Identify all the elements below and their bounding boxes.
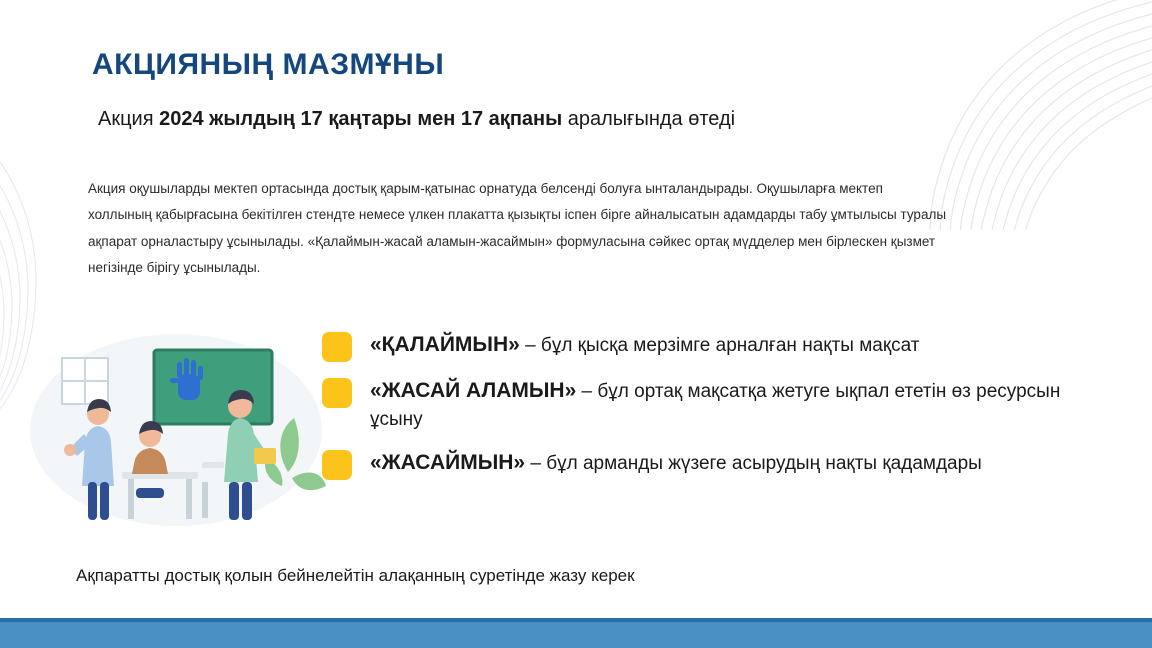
- footer-note: Ақпаратты достық қолын бейнелейтін алақанның суретінде жазу керек: [76, 566, 635, 585]
- bullet-square-icon: [322, 450, 352, 480]
- bullet-lead: «ЖАСАЙМЫН»: [370, 450, 526, 474]
- page-title: АКЦИЯНЫҢ МАЗМҰНЫ: [92, 48, 445, 81]
- subtitle-date-range: 2024 жылдың 17 қаңтары мен 17 ақпаны: [159, 108, 563, 130]
- subtitle-suffix: аралығында өтеді: [562, 108, 736, 130]
- list-item: [322, 448, 1082, 480]
- bullet-lead: «ЖАСАЙ АЛАМЫН»: [370, 379, 577, 402]
- bullet-text: [370, 448, 982, 478]
- classroom-illustration: [26, 322, 326, 532]
- list-item: [322, 330, 1082, 362]
- body-paragraph: Акция оқушыларды мектеп ортасында достық қарым-қатынас орнатуда белсенді болуға ынталандырады. Оқушыларға мектеп холлының қабырғасына бекітілген стендте немесе үлкен плакатта қызықты іспен бірге айналысатын адамдарды табу ұмтылысы туралы ақпарат орналастыру ұсынылады. «Қалаймын-жасай аламын-жасаймын» формуласына сәйкес ортақ мүдделер мен бірлескен қызмет негізінде бірігу ұсынылады.: [88, 181, 947, 275]
- bullet-text: [370, 330, 920, 360]
- subtitle: [98, 108, 735, 131]
- bottom-bar: [0, 622, 1152, 648]
- bullet-square-icon: [322, 332, 352, 362]
- bullet-list: [322, 330, 1082, 494]
- bullet-text: [370, 376, 1082, 434]
- bullet-square-icon: [322, 378, 352, 408]
- bullet-rest: – бұл қысқа мерзімге арналған нақты мақсат: [519, 335, 920, 356]
- bullet-lead: «ҚАЛАЙМЫН»: [370, 333, 520, 356]
- list-item: [322, 376, 1082, 434]
- bullet-rest: – бұл арманды жүзеге асырудың нақты қадамдары: [525, 452, 982, 474]
- subtitle-prefix: Акция: [98, 108, 160, 130]
- bullet-rest: – бұл ортақ мақсатқа жетуге ықпал ететін өз ресурсын ұсыну: [370, 381, 1061, 431]
